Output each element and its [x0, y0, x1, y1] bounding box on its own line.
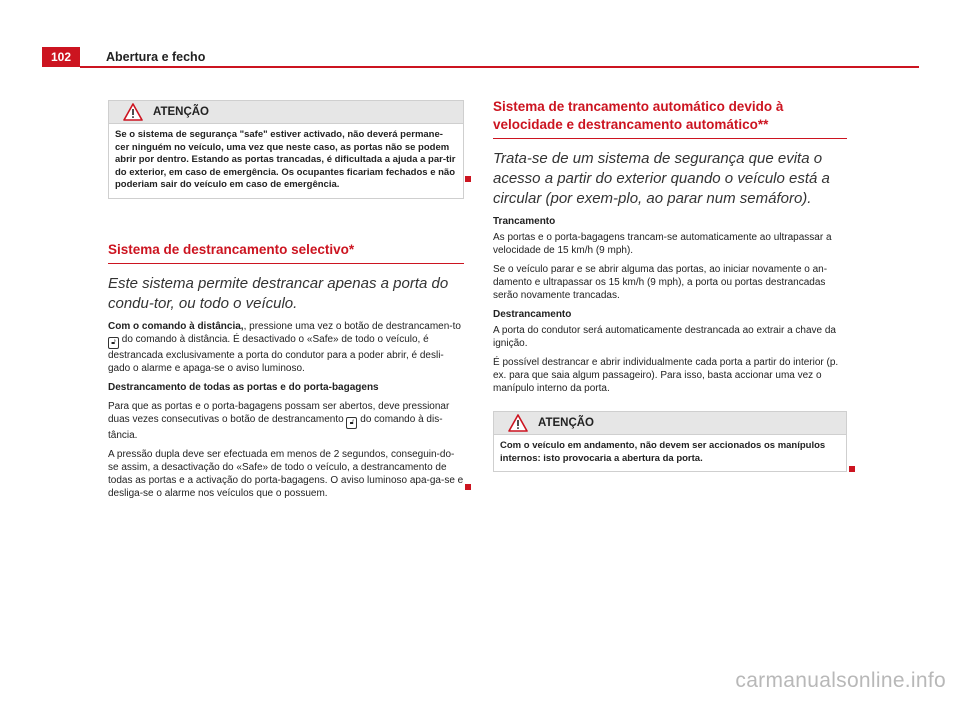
section-lead: Trata-se de um sistema de segurança que evita o acesso a partir do exterior quando o veículo está a circular (por exem-plo, ao parar num semáforo). [493, 150, 830, 207]
end-marker [465, 484, 471, 490]
warning-header [109, 101, 463, 124]
paragraph-remote [108, 320, 464, 375]
end-marker [849, 466, 855, 472]
end-marker [465, 176, 471, 182]
watermark: carmanualsonline.info [735, 669, 946, 692]
warning-label: ATENÇÃO [153, 105, 210, 118]
unlock-key-icon: 🔓︎ [346, 417, 357, 429]
paragraph-double-press [108, 400, 464, 442]
section-divider [108, 263, 464, 264]
section-title-selective: Sistema de destrancamento selectivo* [108, 241, 355, 257]
section-title-auto-lock: Sistema de trancamento automático devido à velocidade e destrancamento automático** [493, 99, 784, 132]
warning-box [108, 100, 464, 199]
subheading-locking: Trancamento [493, 216, 556, 227]
remote-text-b: do comando à distância. É desactivado o «Safe» de todo o veículo, é destrancada exclusivamente a porta do condutor para a poder abrir, é desli-gado o alarme e apaga-se o aviso luminoso. [108, 333, 444, 374]
left-column [108, 100, 464, 506]
warning-box [493, 411, 847, 472]
subheading-all-doors: Destrancamento de todas as portas e do porta-bagagens [108, 381, 379, 393]
section-lead: Este sistema permite destrancar apenas a porta do condu-tor, ou todo o veículo. [108, 274, 449, 312]
warning-triangle-icon [123, 103, 143, 121]
header-divider [80, 66, 919, 68]
page-number: 102 [42, 47, 80, 67]
paragraph-timing: A pressão dupla deve ser efectuada em menos de 2 segundos, conseguin-do-se assim, a desactivação do «Safe» de todo o veículo, a destrancamento de todas as portas e a activação do porta-bagagens. O aviso luminoso apa-ga-se e desliga-se o alarme nos veículos que o possuem. [108, 448, 464, 499]
paragraph-unlock-key: A porta do condutor será automaticamente destrancada ao extrair a chave da ignição. [493, 325, 836, 349]
warning-text: Com o veículo em andamento, não devem ser accionados os manípulos internos: isto provocaria a abertura da porta. [500, 440, 826, 464]
remote-text-a: , pressione uma vez o botão de destrancamen-to [243, 320, 461, 332]
warning-text: Se o sistema de segurança "safe" estiver activado, não deverá permane-cer ninguém no veículo, uma vez que neste caso, as portas não se podem abrir por dentro. Estando as portas trancadas, é dificultada a ajuda a par-tir do exterior, em caso de emergência. Os ocupantes ficariam fechados e não poderiam sair do veículo em caso de emergência. [115, 129, 456, 190]
warning-header [494, 412, 846, 435]
subheading-unlocking: Destrancamento [493, 309, 572, 320]
page-header-title: Abertura e fecho [106, 50, 206, 64]
warning-triangle-icon [508, 414, 528, 432]
paragraph-locking: As portas e o porta-bagagens trancam-se automaticamente ao ultrapassar a velocidade de 15 km/h (9 mph). [493, 232, 832, 256]
paragraph-relock: Se o veículo parar e se abrir alguma das portas, ao iniciar novamente o an-damento e ultrapassar os 15 km/h (9 mph), a porta ou portas destrancadas serão novamente trancadas. [493, 264, 828, 301]
right-column [493, 98, 847, 472]
unlock-key-icon: 🔓︎ [108, 337, 119, 349]
double-press-text-a: Para que as portas e o porta-bagagens possam ser abertos, deve pressionar duas vezes consecutivas o botão de destrancamento [108, 400, 450, 425]
double-press-text-b: do comando à dis-tância. [108, 413, 443, 441]
section-divider [493, 138, 847, 139]
warning-label: ATENÇÃO [538, 416, 595, 429]
paragraph-unlock-interior: É possível destrancar e abrir individualmente cada porta a partir do interior (p. ex. para que saia algum passageiro). Para isso, basta accionar uma vez o manípulo interno da porta. [493, 357, 839, 394]
remote-label: Com o comando à distância, [108, 320, 244, 332]
